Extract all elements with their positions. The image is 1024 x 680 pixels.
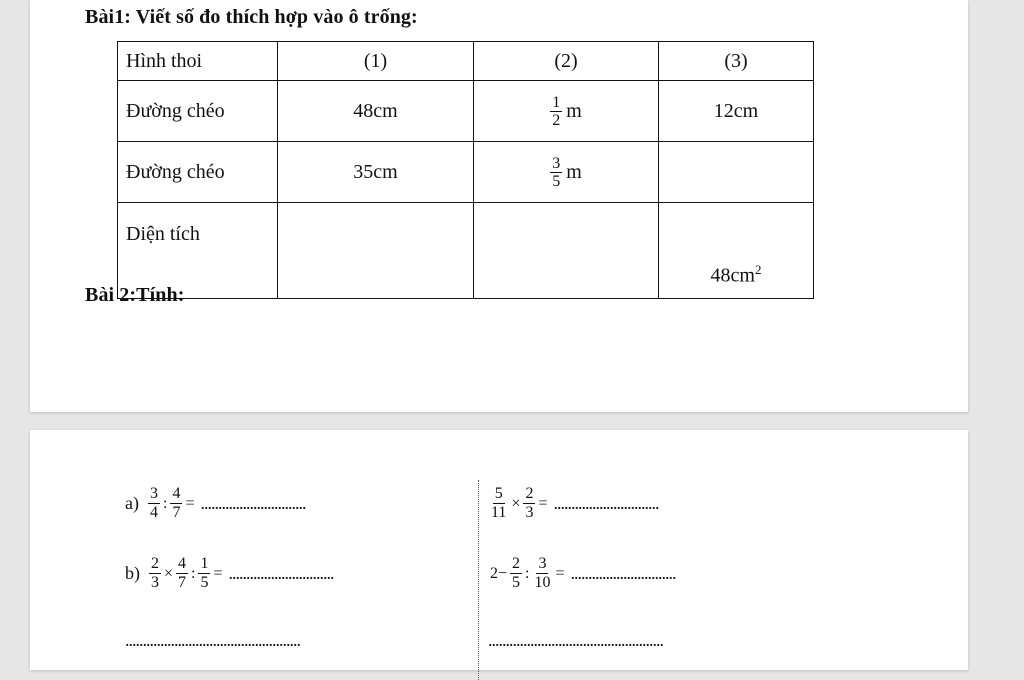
numerator: 4: [172, 485, 181, 502]
equals-sign: =: [213, 564, 223, 582]
operator: :: [162, 494, 168, 512]
denominator: 7: [178, 574, 187, 591]
expression-b: [125, 555, 334, 592]
operator: :: [191, 564, 196, 582]
answer-line-right: ..................................................: [488, 630, 663, 650]
numerator: 2: [151, 555, 159, 572]
numerator: 2: [525, 485, 534, 502]
table-row-diagonal-2: [118, 142, 814, 203]
table-row-diagonal-1: [118, 81, 814, 142]
row-label: Đường chéo: [118, 142, 278, 203]
answer-blank: ..............................: [200, 493, 306, 513]
operator: :: [525, 564, 530, 582]
row-label: Diện tích: [118, 203, 278, 299]
empty-cell: [659, 142, 814, 203]
answer-blank: ..............................: [570, 563, 676, 583]
column-divider: [478, 480, 479, 680]
item-label: b): [125, 563, 140, 583]
operator: ×: [164, 564, 174, 582]
header-shape: Hình thoi: [118, 42, 278, 81]
table-row-area: [118, 203, 814, 299]
lead-term: 2−: [490, 564, 508, 582]
unit: m: [566, 99, 582, 122]
numerator: 4: [178, 555, 187, 572]
denominator: 3: [151, 574, 159, 591]
exercise-2-title: Bài 2:Tính:: [85, 284, 185, 306]
row-label: Đường chéo: [118, 81, 278, 142]
equals-sign: =: [538, 494, 548, 512]
cell-fraction: [474, 81, 659, 142]
denominator: 11: [491, 504, 507, 521]
table-header-row: [118, 42, 814, 81]
expression-a: [125, 485, 305, 522]
denominator: 2: [552, 111, 561, 129]
cell-value: 35cm: [278, 142, 474, 203]
fraction: [550, 155, 562, 190]
fraction: [510, 555, 522, 592]
denominator: 3: [525, 504, 534, 521]
denominator: 5: [200, 574, 209, 591]
area-exponent: 2: [754, 262, 762, 278]
cell-area-value: [659, 203, 814, 299]
empty-cell: [474, 203, 659, 299]
denominator: 7: [172, 504, 181, 521]
denominator: 5: [512, 574, 521, 591]
header-col-2: (2): [474, 42, 659, 81]
fraction: [550, 94, 562, 129]
expression-b-right: [488, 555, 676, 592]
denominator: 10: [534, 574, 551, 591]
fraction: [176, 555, 188, 592]
numerator: 1: [200, 555, 209, 572]
header-col-3: (3): [659, 42, 814, 81]
equals-sign: =: [185, 494, 195, 512]
numerator: 3: [149, 485, 158, 502]
fraction: [149, 555, 161, 592]
numerator: 5: [494, 485, 503, 502]
fraction: [489, 485, 508, 522]
rhombus-table: [117, 41, 814, 299]
equals-sign: =: [555, 564, 565, 582]
item-label: a): [125, 493, 139, 513]
answer-line-left: ..................................................: [125, 630, 300, 650]
worksheet-page-1: [30, 0, 968, 412]
fraction: [148, 485, 160, 522]
cell-value: 12cm: [659, 81, 814, 142]
fraction: [523, 485, 535, 522]
answer-blank: ..............................: [228, 563, 334, 583]
cell-fraction: [474, 142, 659, 203]
area-base: 48cm: [710, 265, 755, 287]
fraction: [198, 555, 210, 592]
unit: m: [566, 160, 582, 183]
denominator: 5: [552, 172, 561, 190]
numerator: 1: [552, 93, 561, 111]
exercise-1-title: Bài1: Viết số đo thích hợp vào ô trống:: [85, 6, 418, 28]
fraction: [532, 555, 552, 592]
numerator: 2: [512, 555, 521, 572]
operator: ×: [511, 494, 521, 512]
header-col-1: (1): [278, 42, 474, 81]
numerator: 3: [552, 154, 561, 172]
fraction: [170, 485, 182, 522]
cell-value: 48cm: [278, 81, 474, 142]
answer-blank: ..............................: [553, 493, 659, 513]
numerator: 3: [538, 555, 547, 572]
expression-a-right: [488, 485, 658, 522]
denominator: 4: [149, 504, 158, 521]
empty-cell: [278, 203, 474, 299]
worksheet-page-2: [30, 430, 968, 670]
